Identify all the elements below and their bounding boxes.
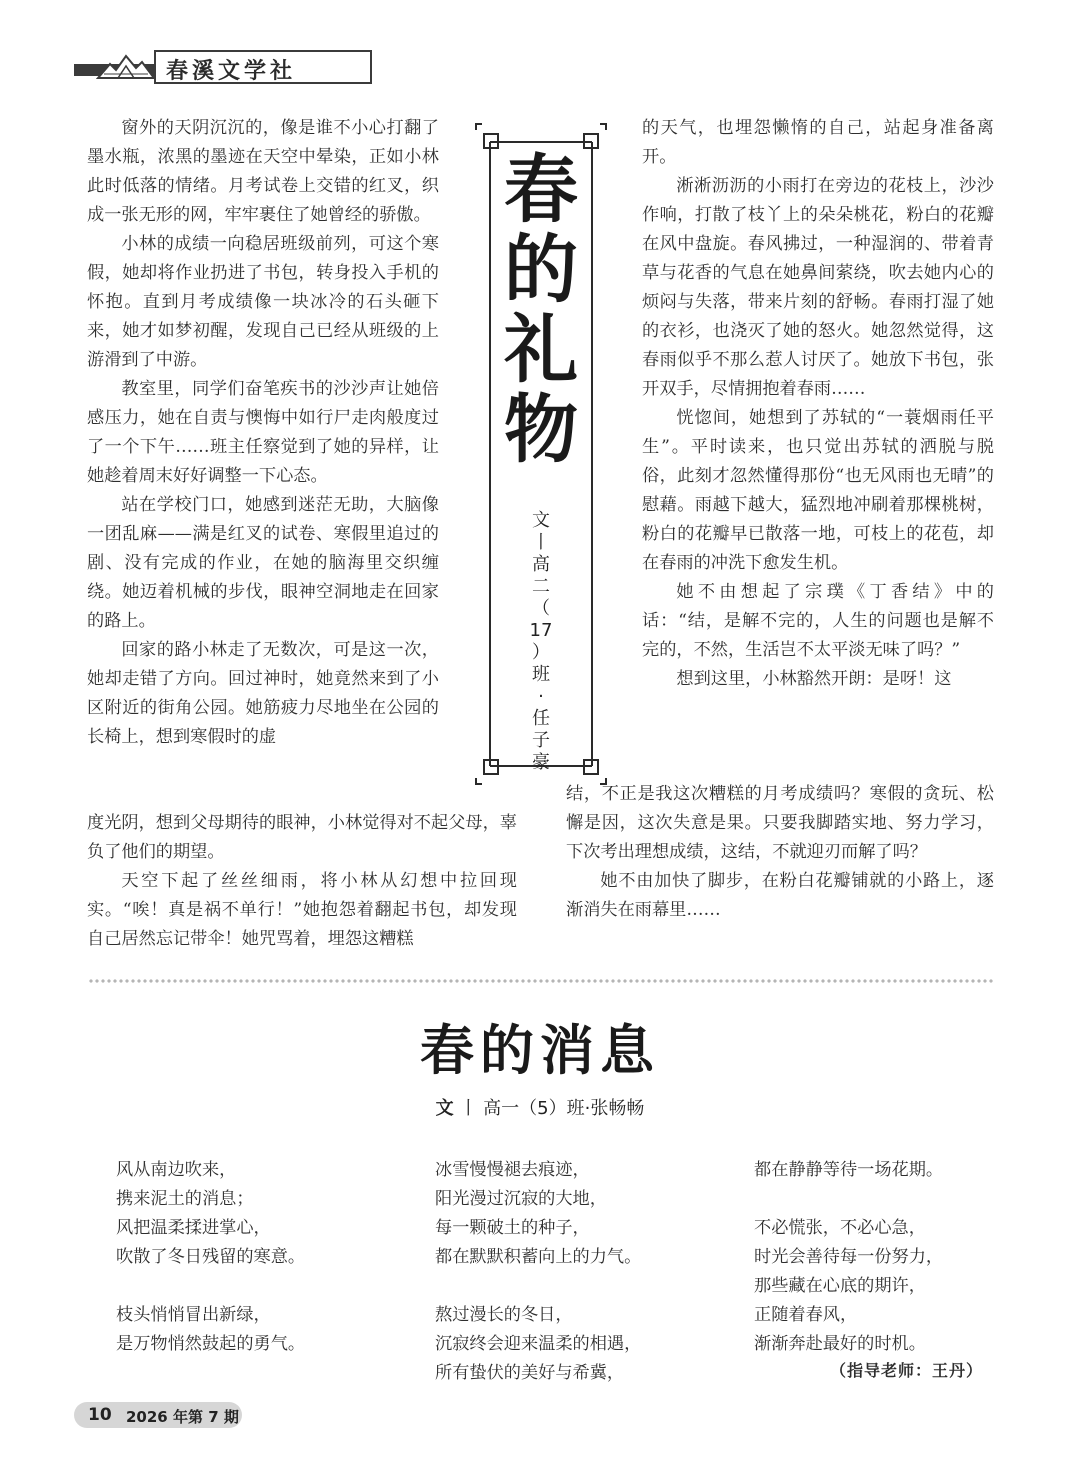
paragraph: 窗外的天阴沉沉的，像是谁不小心打翻了墨水瓶，浓黑的墨迹在天空中晕染，正如小林此时低落的情绪。月考试卷上交错的红叉，织成一张无形的网，牢牢裹住了她曾经的骄傲。 — [87, 118, 439, 225]
poem-line: 是万物悄然鼓起的勇气。 — [116, 1334, 306, 1354]
poem-byline-prefix: 文 — [435, 1098, 454, 1119]
page-number: 10 — [88, 1405, 112, 1425]
poem-line: 时光会善待每一份努力， — [754, 1247, 944, 1267]
poem-column-2 — [435, 1156, 641, 1388]
header-title: 春溪文学社 — [166, 58, 297, 84]
poem-column-3 — [754, 1156, 943, 1359]
story-right-column — [642, 114, 994, 694]
issue-label: 2026 年第 7 期 — [126, 1408, 239, 1426]
poem-title: 春的消息 — [420, 1018, 660, 1082]
poem-line: 所有蛰伏的美好与希冀， — [435, 1363, 625, 1383]
column-header — [74, 48, 300, 86]
poem-line: 都在静静等待一场花期。 — [754, 1160, 944, 1180]
poem-line: 熬过漫长的冬日， — [435, 1305, 573, 1325]
paragraph: 想到这里，小林豁然开朗：是呀！这 — [676, 669, 952, 689]
title-char: 物 — [504, 387, 578, 473]
paragraph: 恍惚间，她想到了苏轼的“一蓑烟雨任平生”。平时读来，也只觉出苏轼的洒脱与脱俗，此刻才忽然懂得那份“也无风雨也无晴”的慰藉。雨越下越大，猛烈地冲刷着那棵桃树，粉白的花瓣早已散落一地，可枝上的花苞，却在春雨的冲洗下愈发生机。 — [642, 408, 994, 573]
poem-line: 吹散了冬日残留的寒意。 — [116, 1247, 306, 1267]
byline-char: 二 — [532, 576, 550, 597]
paragraph: 天空下起了丝丝细雨，将小林从幻想中拉回现实。“唉！真是祸不单行！”她抱怨着翻起书包，却发现自己居然忘记带伞！她咒骂着，埋怨这糟糕 — [87, 871, 517, 949]
stanza-gap — [435, 1272, 641, 1301]
byline-char: 子 — [532, 730, 550, 751]
paragraph: 的天气，也埋怨懒惰的自己，站起身准备离开。 — [642, 118, 994, 167]
byline-char: · — [538, 686, 544, 707]
story-byline — [526, 510, 556, 774]
byline-char: 高 — [532, 554, 550, 575]
poem-byline-separator: 丨 — [459, 1098, 478, 1119]
poem-line: 风把温柔揉进掌心， — [116, 1218, 271, 1238]
byline-char: 17 — [529, 620, 553, 641]
byline-char: 丨 — [532, 532, 550, 553]
stanza-gap — [754, 1185, 943, 1214]
poem-line: 那些藏在心底的期许， — [754, 1276, 926, 1296]
poem-line: 都在默默积蓄向上的力气。 — [435, 1247, 642, 1267]
title-char: 春 — [504, 147, 578, 233]
paragraph: 她不由想起了宗璞《丁香结》中的话：“结，是解不完的，人生的问题也是解不完的，不然，生活岂不太平淡无味了吗？” — [642, 582, 994, 660]
story-left-wide-block — [87, 809, 517, 954]
byline-char: （ — [532, 598, 550, 619]
paragraph: 结，不正是我这次糟糕的月考成绩吗？寒假的贪玩、松懈是因，这次失意是果。只要我脚踏实地、努力学习，下次考出理想成绩，这结，不就迎刃而解了吗？ — [566, 784, 994, 862]
story-title-frame — [470, 120, 612, 788]
poem-line: 每一颗破土的种子， — [435, 1218, 590, 1238]
paragraph: 小林的成绩一向稳居班级前列，可这个寒假，她却将作业扔进了书包，转身投入手机的怀抱。直到月考成绩像一块冰冷的石头砸下来，她才如梦初醒，发现自己已经从班级的上游滑到了中游。 — [87, 234, 439, 370]
poem-byline — [0, 1094, 1080, 1120]
poem-line: 不必慌张，不必心急， — [754, 1218, 926, 1238]
byline-char: 任 — [532, 708, 550, 729]
poem-line: 沉寂终会迎来温柔的相遇， — [435, 1334, 642, 1354]
poem-teacher-note: （指导老师：王丹） — [830, 1361, 984, 1380]
paragraph: 站在学校门口，她感到迷茫无助，大脑像一团乱麻——满是红叉的试卷、寒假里追过的剧、没有完成的作业，在她的脑海里交织缠绕。她迈着机械的步伐，眼神空洞地走在回家的路上。 — [87, 495, 439, 631]
poem-line: 风从南边吹来， — [116, 1160, 237, 1180]
byline-char: 豪 — [532, 752, 550, 773]
poem-byline-author: 高一（5）班·张畅畅 — [483, 1098, 645, 1119]
poem-line: 枝头悄悄冒出新绿， — [116, 1305, 271, 1325]
paragraph: 回家的路小林走了无数次，可是这一次，她却走错了方向。回过神时，她竟然来到了小区附近的街角公园。她筋疲力尽地坐在公园的长椅上，想到寒假时的虚 — [87, 640, 439, 747]
poem-line: 携来泥土的消息； — [116, 1189, 254, 1209]
paragraph: 教室里，同学们奋笔疾书的沙沙声让她倍感压力，她在自责与懊悔中如行尸走肉般度过了一个下午……班主任察觉到了她的异样，让她趁着周末好好调整一下心态。 — [87, 379, 439, 486]
story-left-column — [87, 114, 439, 752]
mountain-logo-icon — [96, 52, 156, 82]
poem-column-1 — [116, 1156, 305, 1359]
poem-line: 阳光漫过沉寂的大地， — [435, 1189, 607, 1209]
paragraph: 度光阴，想到父母期待的眼神，小林觉得对不起父母，辜负了他们的期望。 — [87, 813, 517, 862]
story-right-wide-block — [566, 780, 994, 925]
section-divider — [88, 978, 994, 984]
byline-char: 班 — [532, 664, 550, 685]
byline-char: ） — [532, 642, 550, 663]
poem-line: 渐渐奔赴最好的时机。 — [754, 1334, 926, 1354]
poem-line: 冰雪慢慢褪去痕迹， — [435, 1160, 590, 1180]
byline-char: 文 — [532, 510, 550, 531]
title-char: 的 — [504, 227, 578, 313]
paragraph: 她不由加快了脚步，在粉白花瓣铺就的小路上，逐渐消失在雨幕里…… — [566, 871, 994, 920]
story-title — [494, 147, 588, 473]
title-char: 礼 — [504, 307, 578, 393]
stanza-gap — [116, 1272, 305, 1301]
paragraph: 淅淅沥沥的小雨打在旁边的花枝上，沙沙作响，打散了枝丫上的朵朵桃花，粉白的花瓣在风中盘旋。春风拂过，一种湿润的、带着青草与花香的气息在她鼻间萦绕，吹去她内心的烦闷与失落，带来片刻的舒畅。春雨打湿了她的衣衫，也浇灭了她的怒火。她忽然觉得，这春雨似乎不那么惹人讨厌了。她放下书包，张开双手，尽情拥抱着春雨…… — [642, 176, 994, 399]
poem-line: 正随着春风， — [754, 1305, 858, 1325]
